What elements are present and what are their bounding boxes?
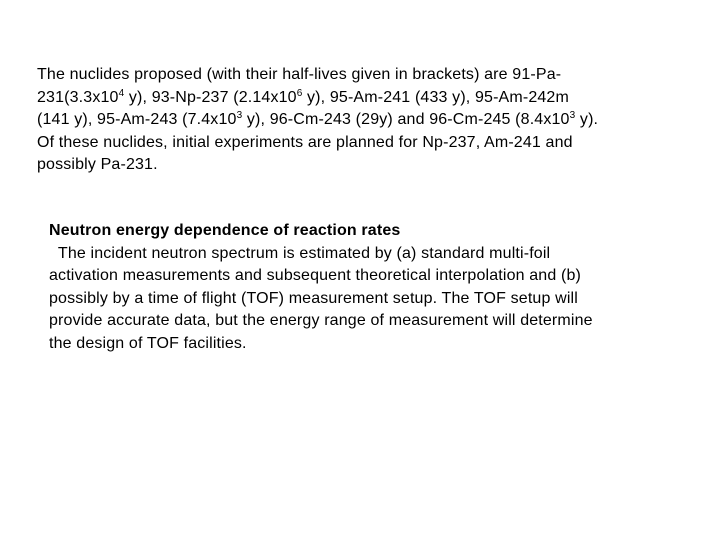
section-line: activation measurements and subsequent theoretical interpolation and (b) bbox=[49, 267, 582, 284]
paragraph-line: The nuclides proposed (with their half-lives given in brackets) are 91-Pa- bbox=[37, 66, 562, 83]
paragraph-line: $231(3.3x10^4$ y), 93-Np-237 ($2.14x10^6$ y), 95-Am-241 (433 y), 95-Am-242m bbox=[37, 87, 569, 106]
paragraph-line: (141 y), 95-Am-243 ($7.4x10^3$ y), 96-Cm-243 (29y) and 96-Cm-245 ($8.4x10^3$ y). bbox=[37, 110, 599, 128]
section-line: provide accurate data, but the energy range of measurement will determine bbox=[49, 312, 593, 329]
superscript: 6 bbox=[296, 87, 303, 99]
section-line: possibly by a time of flight (TOF) measurement setup. The TOF setup will bbox=[49, 289, 578, 307]
neutron-energy-section bbox=[49, 220, 689, 355]
paragraph-line: possibly Pa-231. bbox=[37, 156, 158, 173]
section-line: the design of TOF facilities. bbox=[49, 334, 247, 352]
paragraph-line: Of these nuclides, initial experiments are planned for Np-237, Am-241 and bbox=[37, 133, 573, 151]
section-line: The incident neutron spectrum is estimated by (a) standard multi-foil bbox=[49, 244, 551, 262]
nuclides-paragraph bbox=[37, 64, 697, 177]
section-heading: Neutron energy dependence of reaction rates bbox=[49, 222, 401, 239]
superscript: 3 bbox=[236, 110, 243, 121]
superscript: 3 bbox=[569, 110, 576, 121]
superscript: 4 bbox=[118, 87, 125, 99]
